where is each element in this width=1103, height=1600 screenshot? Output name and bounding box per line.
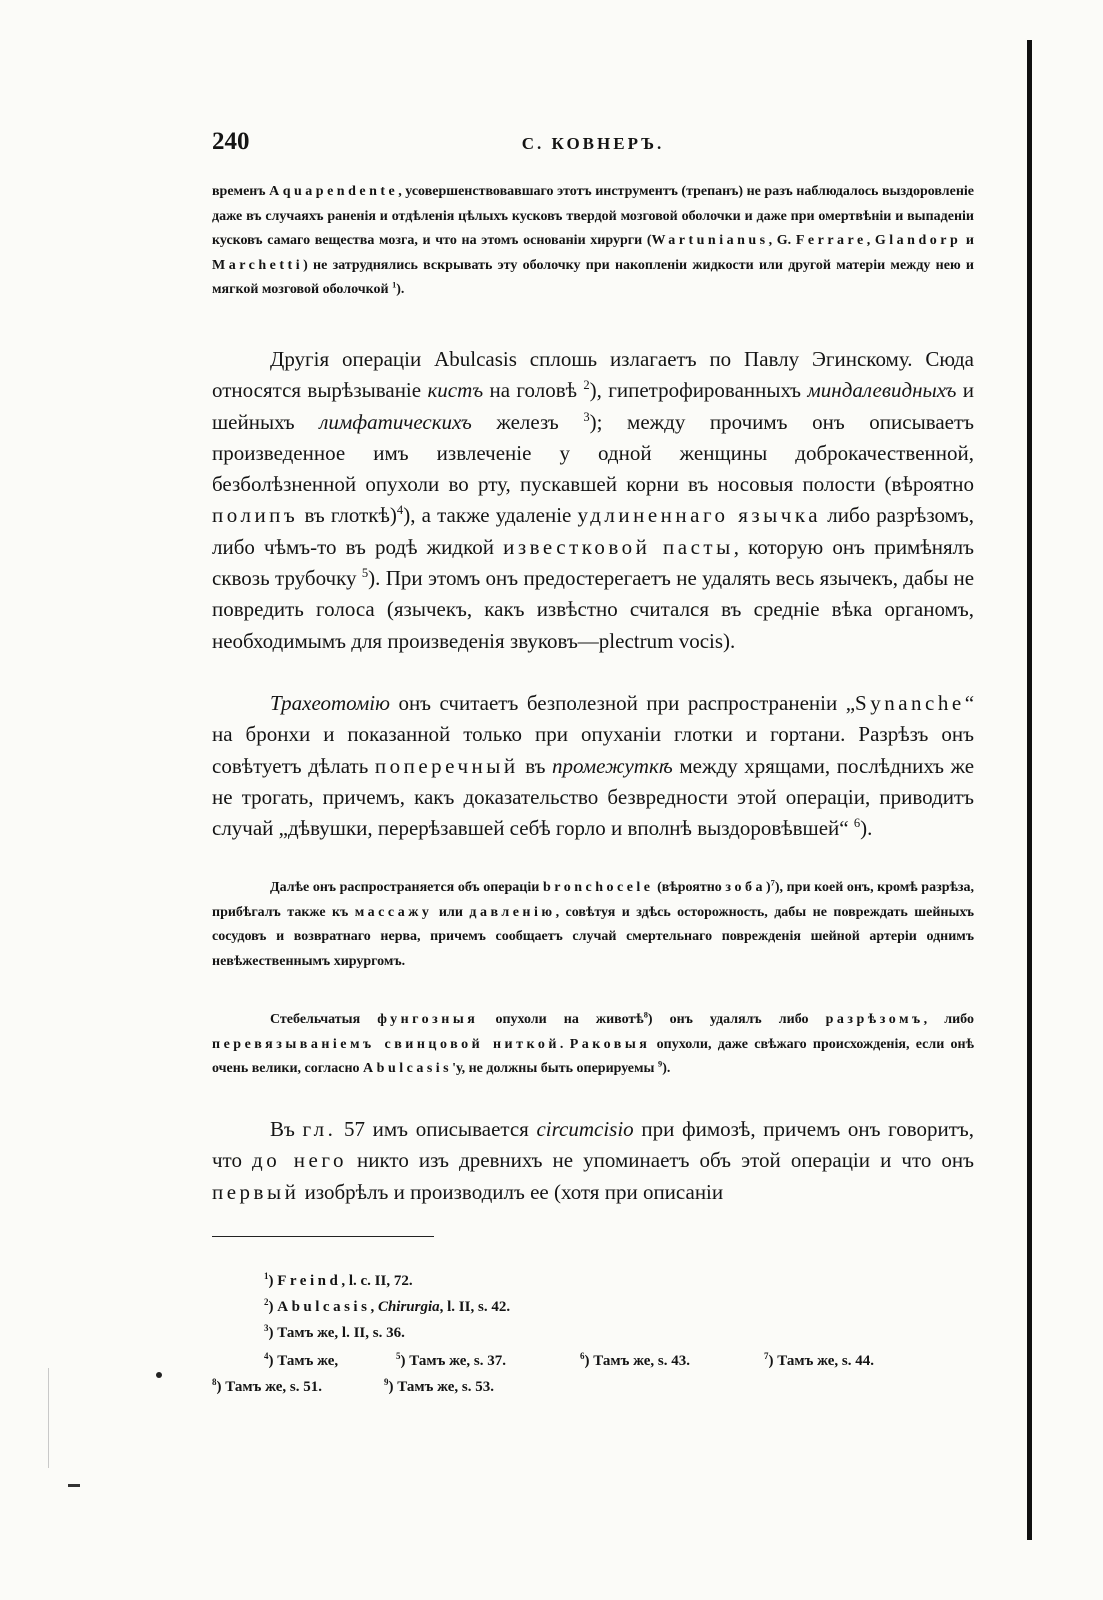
- spaced-term: Synanche: [855, 691, 965, 715]
- spaced-name: Ferrare: [795, 233, 867, 249]
- text: Далѣе онъ распространяется объ операціи: [270, 880, 540, 895]
- text: ). При этомъ онъ предостерегаетъ не удалять весь язычекъ, дабы не повредить голоса (язычекъ, какъ извѣстно считался въ средніе вѣка органомъ, необходимымъ для произведенія звуковъ—plectrum vocis).: [212, 566, 975, 653]
- spaced-term: фунгозныя: [377, 1012, 479, 1027]
- page-number: 240: [212, 128, 250, 155]
- paragraph-2: [212, 344, 974, 657]
- text: опухоли, даже свѣжаго происхожденія, если онѣ очень велики, согласно: [212, 1036, 975, 1077]
- paragraph-5: [212, 1008, 974, 1082]
- footnote-7: $^7$) Тамъ же, s. 44.: [764, 1351, 875, 1369]
- text: въ: [525, 753, 546, 778]
- text: и шейныхъ: [212, 378, 975, 434]
- footnote-text: Тамъ же, s. 37.: [409, 1353, 507, 1369]
- text: “ на бронхи и показанной только при опуханіи глотки и гортани. Разрѣзъ онъ совѣтуетъ дѣлать: [212, 691, 975, 778]
- footnote-text: Тамъ же,: [277, 1353, 339, 1369]
- footnote-8: $^8$) Тамъ же, s. 51.: [212, 1377, 323, 1395]
- footnote-text: Тамъ же, s. 44.: [777, 1353, 875, 1369]
- spaced-term: перевязываніемъ свинцовой ниткой: [212, 1036, 560, 1052]
- text: при фимозѣ, причемъ онъ говоритъ, что: [212, 1117, 975, 1173]
- text: ).: [662, 1061, 671, 1077]
- text: 57 имъ описывается: [344, 1117, 529, 1141]
- text: Въ: [270, 1117, 295, 1141]
- spaced-term: полипъ: [212, 503, 299, 528]
- footnote-mark: 2: [264, 1297, 269, 1307]
- scan-artifact-line: [48, 1368, 49, 1468]
- footnote-ref: 5: [361, 566, 369, 581]
- text: ), гипетрофированныхъ: [589, 378, 802, 403]
- text: железъ: [496, 409, 559, 434]
- text: ); между прочимъ онъ описываетъ произведенное имъ извлеченіе у одной женщины доброкачественной, безболѣзненной опухоли во рту, пускавшей корни въ носовыя полости (вѣроятно: [212, 409, 975, 497]
- footnote-ref: 6: [853, 816, 861, 831]
- text: онъ считаетъ безполезной при распространеніи „: [398, 691, 856, 715]
- spaced-term: разрѣзомъ: [825, 1012, 924, 1027]
- italic-term: circumcisio: [536, 1117, 634, 1141]
- italic-term: промежуткѣ: [552, 753, 673, 778]
- spaced-term: известковой пасты: [503, 534, 734, 559]
- paragraph-1: [212, 180, 974, 303]
- footnote-ref: 7: [770, 878, 775, 888]
- spaced-term: удлиненнаго язычка: [577, 503, 822, 528]
- footnote-text: Тамъ же, s. 51.: [225, 1379, 323, 1395]
- text: или: [438, 904, 463, 920]
- text: , усовершенствовавшаго этотъ инструментъ (трепанъ) не разъ наблюдалось выздоровленіе даже въ случаяхъ раненія и отдѣленія цѣлыхъ кусковъ твердой мозговой оболочки и даже при омертвѣніи и выпаденіи кусковъ самаго вещества мозга, и что на этомъ основаніи хирурги (: [212, 184, 974, 249]
- text: временъ: [212, 184, 266, 199]
- spaced-term: поперечный: [374, 753, 519, 778]
- italic-term: Трахеотомію: [270, 691, 390, 715]
- text: , либо: [923, 1012, 974, 1027]
- footnote-mark: 5: [396, 1351, 401, 1361]
- text: ) онъ удалялъ либо: [647, 1012, 809, 1027]
- text: ), а также удаленіе: [403, 503, 572, 528]
- text: ).: [396, 282, 405, 298]
- spaced-name: Abulcasis: [363, 1061, 453, 1077]
- footnote-mark: 4: [264, 1351, 269, 1361]
- footnote-ref: 1: [392, 280, 397, 290]
- running-head: [212, 128, 974, 160]
- spaced-term: гл.: [302, 1117, 337, 1141]
- scan-edge-line: [1027, 40, 1032, 1540]
- footnote-text: Тамъ же, s. 43.: [593, 1353, 691, 1369]
- text: ,: [866, 233, 871, 249]
- running-title: С. КОВНЕРЪ.: [521, 134, 665, 153]
- text: .: [559, 1036, 564, 1052]
- text: и: [961, 233, 974, 249]
- footnote-text: Тамъ же, l. II, s. 36.: [277, 1325, 405, 1341]
- footnote-text: Тамъ же, s. 53.: [397, 1379, 495, 1395]
- spaced-name: Aquapendente: [269, 184, 399, 199]
- scan-artifact-dot: [156, 1372, 162, 1378]
- italic-term: миндалевидныхъ: [807, 378, 957, 403]
- italic-term: лимфатическихъ: [319, 409, 472, 434]
- footnote-ref: 3: [583, 409, 590, 424]
- text: ).: [860, 816, 873, 841]
- footnote-text: , l. c. II, 72.: [341, 1273, 413, 1289]
- text: , G.: [768, 233, 792, 249]
- text: Другія операціи Abulcasis сплошь излагаетъ по Павлу Эгинскому. Сюда относятся вырѣзываніе: [212, 347, 974, 403]
- text: ) не затруднялись вскрывать эту оболочку при накопленіи жидкости или другой матеріи между нею и мягкой мозговой оболочкой: [212, 257, 974, 298]
- spaced-name: Abulcasis: [277, 1299, 371, 1315]
- text: 'у, не должны быть оперируемы: [452, 1061, 655, 1077]
- footnote-1: $^1$) Freind, l. c. II, 72.: [264, 1271, 413, 1289]
- text: на головѣ: [489, 378, 578, 403]
- scan-artifact-mark: [68, 1484, 80, 1487]
- footnote-mark: 1: [264, 1271, 269, 1281]
- footnote-ref: 4: [396, 503, 404, 518]
- text: Стебельчатыя: [270, 1012, 361, 1027]
- footnote-mark: 7: [764, 1351, 769, 1361]
- spaced-term: массажу: [354, 904, 433, 920]
- footnote-6: $^6$) Тамъ же, s. 43.: [580, 1351, 691, 1369]
- footnote-ref: 8: [643, 1010, 648, 1020]
- spaced-name: Wartunianus: [651, 233, 769, 249]
- text: ): [765, 880, 771, 895]
- footnote-mark: 8: [212, 1377, 217, 1387]
- paragraph-4: [212, 876, 974, 974]
- footnote-ref: 2: [583, 378, 590, 393]
- spaced-term: первый: [212, 1179, 300, 1204]
- footnote-separator: [212, 1236, 434, 1237]
- text: никто изъ древнихъ не упоминаетъ объ этой операціи и что онъ: [357, 1148, 975, 1173]
- footnote-text: ,: [370, 1299, 375, 1315]
- spaced-name: Marchetti: [212, 257, 304, 273]
- text: въ глоткѣ): [304, 503, 397, 528]
- footnote-4: $^4$) Тамъ же,: [264, 1351, 339, 1369]
- text: опухоли на животѣ: [495, 1012, 644, 1027]
- spaced-name: Glandorp: [874, 233, 962, 249]
- spaced-name: Freind: [277, 1273, 342, 1289]
- footnote-5: $^5$) Тамъ же, s. 37.: [396, 1351, 507, 1369]
- text: либо разрѣзомъ, либо чѣмъ-то въ родѣ жидкой: [212, 503, 974, 559]
- spaced-term: bronchocele: [542, 880, 654, 895]
- text: между хрящами, послѣднихъ же не трогать, причемъ, какъ доказательство безвредности этой операціи, приводитъ случай „дѣвушки, перерѣзавшей себѣ горло и вполнѣ выздоровѣвшей“: [212, 753, 975, 841]
- footnote-ref: 9: [658, 1059, 663, 1069]
- italic-title: Chirurgia: [377, 1299, 440, 1315]
- footnote-3: $^3$) Тамъ же, l. II, s. 36.: [264, 1323, 405, 1341]
- text: ), при коей онъ, кромѣ разрѣза, прибѣгалъ также къ: [212, 880, 975, 920]
- text: , совѣтуя и здѣсь осторожность, дабы не повреждать шейныхъ сосудовъ и возвратнаго нерва, причемъ сообщаетъ случай смертельнаго поврежденія шейной артеріи однимъ невѣжественнымъ хирургомъ.: [212, 904, 975, 969]
- footnote-9: $^9$) Тамъ же, s. 53.: [384, 1377, 495, 1395]
- paragraph-6: [212, 1114, 974, 1208]
- footnote-mark: 9: [384, 1377, 389, 1387]
- footnote-text: , l. II, s. 42.: [439, 1299, 511, 1315]
- text: , которую онъ примѣнялъ сквозь трубочку: [212, 534, 974, 591]
- footnote-2: $^2$) Abulcasis, Chirurgia, l. II, s. 42.: [264, 1297, 511, 1315]
- paragraph-3: [212, 688, 974, 844]
- footnote-mark: 6: [580, 1351, 585, 1361]
- spaced-term: Раковыя: [569, 1036, 651, 1052]
- spaced-term: до него: [252, 1148, 347, 1173]
- italic-term: кистъ: [427, 378, 484, 403]
- text: изобрѣлъ и производилъ ее (хотя при описаніи: [304, 1179, 724, 1204]
- spaced-term: давленію: [469, 904, 556, 920]
- text: (вѣроятно: [657, 880, 722, 895]
- spaced-term: зоба: [725, 880, 766, 895]
- footnote-mark: 3: [264, 1323, 269, 1333]
